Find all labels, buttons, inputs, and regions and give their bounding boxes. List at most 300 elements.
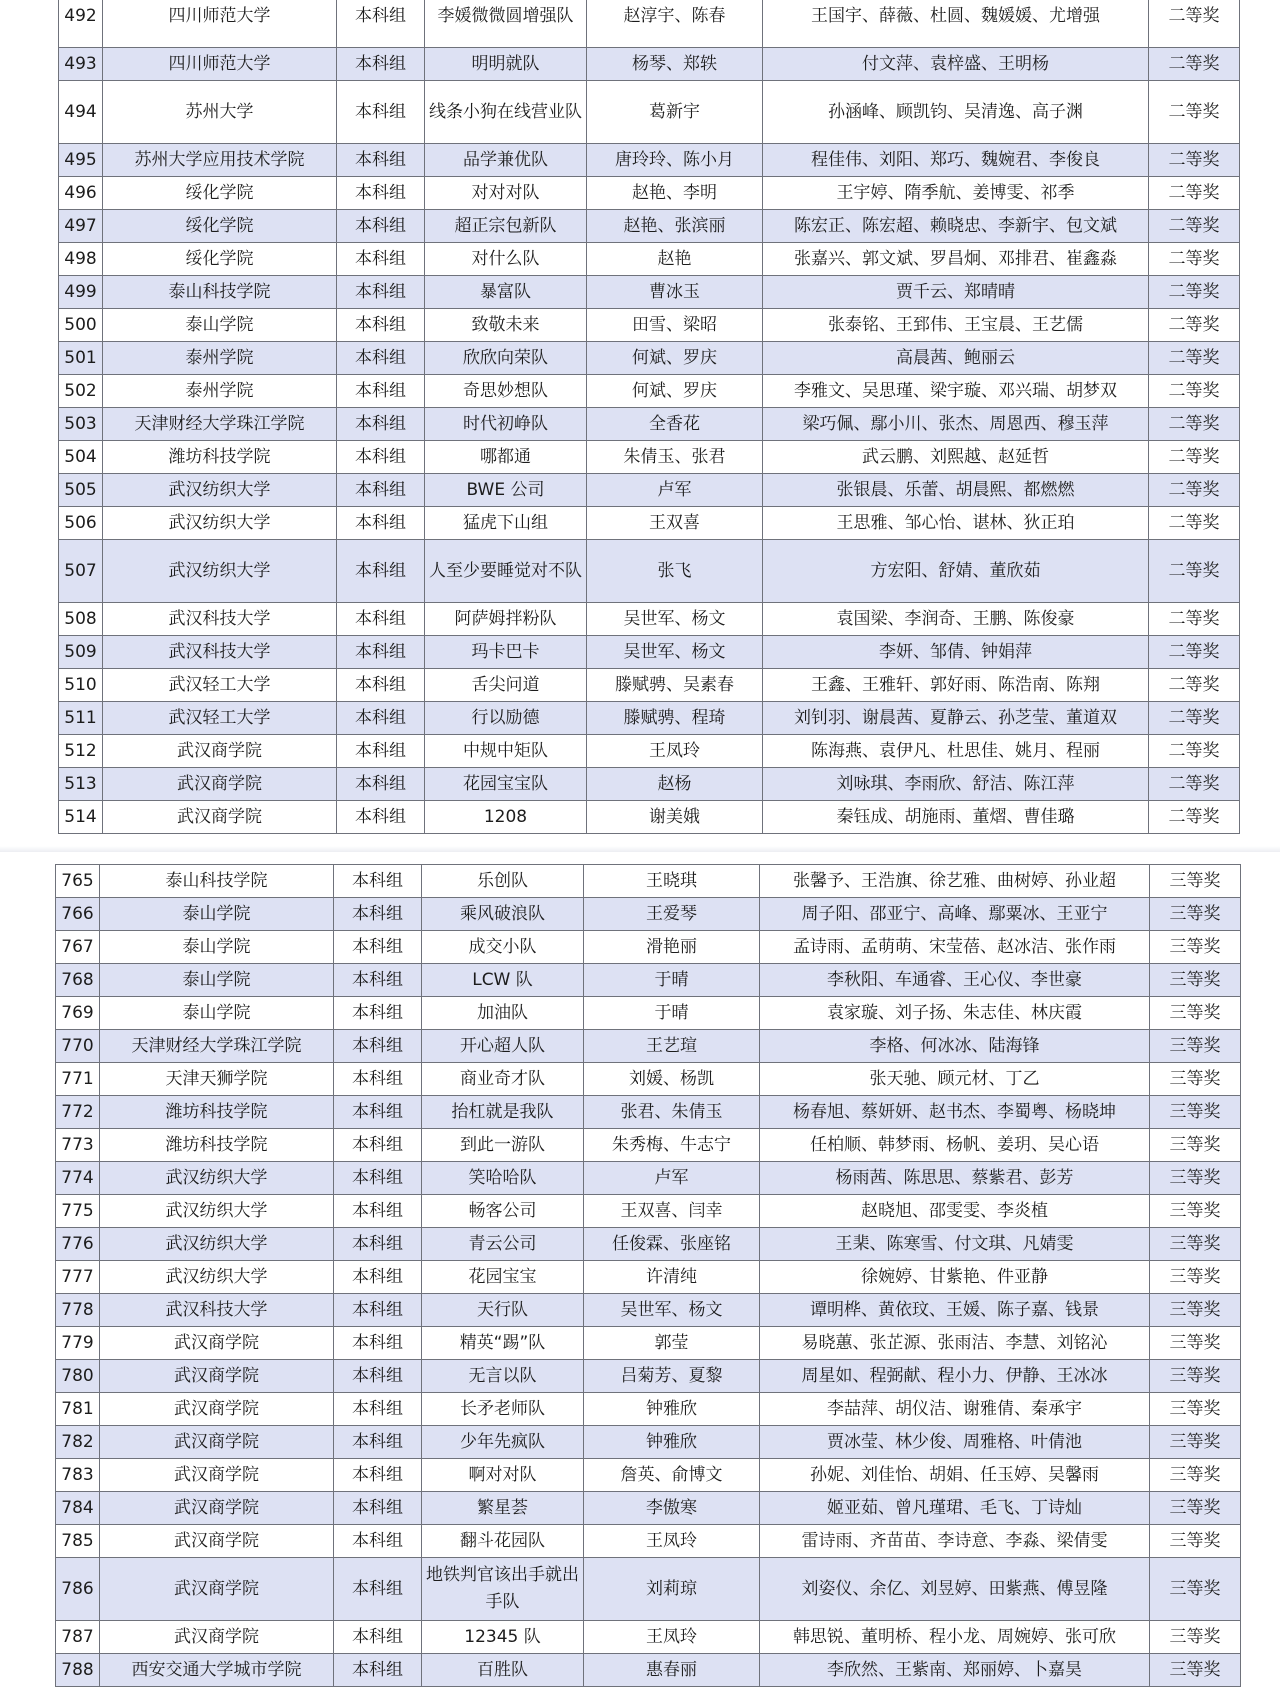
table-row (56, 1360, 1241, 1393)
group-name-cell: 本科组 (334, 931, 422, 964)
team-name-cell: 长矛老师队 (422, 1393, 584, 1426)
advisor-names-cell: 张君、朱倩玉 (584, 1096, 760, 1129)
row-number-cell: 511 (59, 702, 103, 735)
row-number-cell: 773 (56, 1129, 100, 1162)
team-name-cell: 翻斗花园队 (422, 1525, 584, 1558)
advisor-names-cell: 钟雅欣 (584, 1426, 760, 1459)
row-number-cell: 492 (59, 0, 103, 48)
table-row (59, 243, 1240, 276)
advisor-names-cell: 杨琴、郑轶 (587, 48, 763, 81)
row-number-cell: 788 (56, 1654, 100, 1687)
school-name-cell: 绥化学院 (103, 177, 337, 210)
team-name-cell: 线条小狗在线营业队 (425, 81, 587, 144)
team-name-cell: 对对对队 (425, 177, 587, 210)
member-names-cell: 付文萍、袁梓盛、王明杨 (763, 48, 1149, 81)
advisor-names-cell: 刘莉琼 (584, 1558, 760, 1621)
table-row (56, 997, 1241, 1030)
award-level-cell: 二等奖 (1149, 177, 1240, 210)
school-name-cell: 泰州学院 (103, 342, 337, 375)
table-row (59, 276, 1240, 309)
group-name-cell: 本科组 (337, 48, 425, 81)
row-number-cell: 781 (56, 1393, 100, 1426)
table-row (56, 931, 1241, 964)
row-number-cell: 785 (56, 1525, 100, 1558)
row-number-cell: 780 (56, 1360, 100, 1393)
table-row (59, 735, 1240, 768)
group-name-cell: 本科组 (334, 1228, 422, 1261)
row-number-cell: 765 (56, 865, 100, 898)
team-name-cell: 商业奇才队 (422, 1063, 584, 1096)
member-names-cell: 王国宇、薛薇、杜圆、魏媛媛、尤增强 (763, 0, 1149, 48)
member-names-cell: 李雅文、吴思瑾、梁宇璇、邓兴瑞、胡梦双 (763, 375, 1149, 408)
advisor-names-cell: 郭莹 (584, 1327, 760, 1360)
award-level-cell: 三等奖 (1150, 997, 1241, 1030)
advisor-names-cell: 王晓琪 (584, 865, 760, 898)
team-name-cell: 加油队 (422, 997, 584, 1030)
row-number-cell: 505 (59, 474, 103, 507)
table-row (59, 768, 1240, 801)
team-name-cell: 到此一游队 (422, 1129, 584, 1162)
team-name-cell: 抬杠就是我队 (422, 1096, 584, 1129)
award-level-cell: 三等奖 (1150, 964, 1241, 997)
school-name-cell: 泰山学院 (103, 309, 337, 342)
member-names-cell: 贾千云、郑晴晴 (763, 276, 1149, 309)
school-name-cell: 武汉纺织大学 (103, 540, 337, 603)
group-name-cell: 本科组 (334, 1129, 422, 1162)
advisor-names-cell: 王凤玲 (584, 1525, 760, 1558)
group-name-cell: 本科组 (337, 474, 425, 507)
table-row (59, 441, 1240, 474)
school-name-cell: 武汉商学院 (103, 768, 337, 801)
table-row (59, 309, 1240, 342)
row-number-cell: 507 (59, 540, 103, 603)
school-name-cell: 潍坊科技学院 (103, 441, 337, 474)
school-name-cell: 武汉商学院 (100, 1492, 334, 1525)
group-name-cell: 本科组 (334, 1063, 422, 1096)
group-name-cell: 本科组 (334, 1492, 422, 1525)
member-names-cell: 李欣然、王紫南、郑丽婷、卜嘉昊 (760, 1654, 1150, 1687)
team-name-cell: 李媛微微圆增强队 (425, 0, 587, 48)
row-number-cell: 770 (56, 1030, 100, 1063)
table-row (56, 1492, 1241, 1525)
table-row (56, 964, 1241, 997)
school-name-cell: 武汉商学院 (100, 1621, 334, 1654)
table-row (59, 342, 1240, 375)
team-name-cell: 明明就队 (425, 48, 587, 81)
row-number-cell: 503 (59, 408, 103, 441)
row-number-cell: 508 (59, 603, 103, 636)
award-level-cell: 二等奖 (1149, 540, 1240, 603)
award-level-cell: 三等奖 (1150, 1096, 1241, 1129)
row-number-cell: 500 (59, 309, 103, 342)
team-name-cell: 超正宗包新队 (425, 210, 587, 243)
advisor-names-cell: 许清纯 (584, 1261, 760, 1294)
member-names-cell: 秦钰成、胡施雨、董熠、曹佳璐 (763, 801, 1149, 834)
award-table-second-prize (58, 0, 1240, 834)
advisor-names-cell: 滕赋骋、程琦 (587, 702, 763, 735)
group-name-cell: 本科组 (337, 669, 425, 702)
group-name-cell: 本科组 (337, 375, 425, 408)
table-row (59, 603, 1240, 636)
row-number-cell: 783 (56, 1459, 100, 1492)
team-name-cell: 舌尖问道 (425, 669, 587, 702)
row-number-cell: 493 (59, 48, 103, 81)
table-row (59, 210, 1240, 243)
group-name-cell: 本科组 (334, 1621, 422, 1654)
group-name-cell: 本科组 (337, 210, 425, 243)
table-row (59, 144, 1240, 177)
advisor-names-cell: 何斌、罗庆 (587, 342, 763, 375)
table-row (56, 1228, 1241, 1261)
team-name-cell: 畅客公司 (422, 1195, 584, 1228)
group-name-cell: 本科组 (337, 801, 425, 834)
group-name-cell: 本科组 (334, 1327, 422, 1360)
row-number-cell: 779 (56, 1327, 100, 1360)
advisor-names-cell: 王凤玲 (587, 735, 763, 768)
school-name-cell: 四川师范大学 (103, 48, 337, 81)
school-name-cell: 泰州学院 (103, 375, 337, 408)
advisor-names-cell: 唐玲玲、陈小月 (587, 144, 763, 177)
table-row (59, 507, 1240, 540)
member-names-cell: 王思雅、邹心怡、谌林、狄正珀 (763, 507, 1149, 540)
member-names-cell: 张嘉兴、郭文斌、罗昌炯、邓排君、崔鑫淼 (763, 243, 1149, 276)
table-row (56, 1426, 1241, 1459)
team-name-cell: 1208 (425, 801, 587, 834)
award-level-cell: 二等奖 (1149, 507, 1240, 540)
member-names-cell: 张馨予、王浩旗、徐艺雅、曲树婷、孙业超 (760, 865, 1150, 898)
advisor-names-cell: 赵杨 (587, 768, 763, 801)
member-names-cell: 孙妮、刘佳怡、胡娟、任玉婷、吴馨雨 (760, 1459, 1150, 1492)
award-level-cell: 三等奖 (1150, 865, 1241, 898)
award-level-cell: 二等奖 (1149, 636, 1240, 669)
row-number-cell: 787 (56, 1621, 100, 1654)
row-number-cell: 514 (59, 801, 103, 834)
award-level-cell: 三等奖 (1150, 1459, 1241, 1492)
advisor-names-cell: 全香花 (587, 408, 763, 441)
school-name-cell: 武汉商学院 (100, 1393, 334, 1426)
group-name-cell: 本科组 (334, 1558, 422, 1621)
team-name-cell: 哪都通 (425, 441, 587, 474)
table-row (56, 1393, 1241, 1426)
team-name-cell: 啊对对队 (422, 1459, 584, 1492)
award-level-cell: 三等奖 (1150, 898, 1241, 931)
group-name-cell: 本科组 (337, 768, 425, 801)
group-name-cell: 本科组 (334, 1195, 422, 1228)
award-level-cell: 二等奖 (1149, 81, 1240, 144)
group-name-cell: 本科组 (334, 1294, 422, 1327)
award-level-cell: 二等奖 (1149, 441, 1240, 474)
team-name-cell: 青云公司 (422, 1228, 584, 1261)
team-name-cell: 花园宝宝队 (425, 768, 587, 801)
school-name-cell: 武汉纺织大学 (100, 1162, 334, 1195)
row-number-cell: 498 (59, 243, 103, 276)
award-level-cell: 二等奖 (1149, 276, 1240, 309)
row-number-cell: 501 (59, 342, 103, 375)
member-names-cell: 任柏顺、韩梦雨、杨帆、姜玥、吴心语 (760, 1129, 1150, 1162)
team-name-cell: 中规中矩队 (425, 735, 587, 768)
table-row (59, 177, 1240, 210)
school-name-cell: 武汉商学院 (103, 735, 337, 768)
award-level-cell: 三等奖 (1150, 1360, 1241, 1393)
advisor-names-cell: 赵艳、张滨丽 (587, 210, 763, 243)
member-names-cell: 孙涵峰、顾凯钧、吴清逸、高子渊 (763, 81, 1149, 144)
award-level-cell: 二等奖 (1149, 375, 1240, 408)
member-names-cell: 刘钊羽、谢晨茜、夏静云、孙芝莹、董道双 (763, 702, 1149, 735)
member-names-cell: 周子阳、邵亚宁、高峰、鄢粟冰、王亚宁 (760, 898, 1150, 931)
school-name-cell: 武汉轻工大学 (103, 669, 337, 702)
member-names-cell: 韩思锐、董明桥、程小龙、周婉婷、张可欣 (760, 1621, 1150, 1654)
award-level-cell: 三等奖 (1150, 931, 1241, 964)
team-name-cell: 天行队 (422, 1294, 584, 1327)
school-name-cell: 武汉商学院 (100, 1426, 334, 1459)
advisor-names-cell: 吴世军、杨文 (587, 603, 763, 636)
school-name-cell: 天津财经大学珠江学院 (103, 408, 337, 441)
team-name-cell: 无言以队 (422, 1360, 584, 1393)
award-level-cell: 三等奖 (1150, 1426, 1241, 1459)
team-name-cell: 阿萨姆拌粉队 (425, 603, 587, 636)
advisor-names-cell: 王双喜、闫幸 (584, 1195, 760, 1228)
member-names-cell: 刘姿仪、余亿、刘昱婷、田紫燕、傅昱隆 (760, 1558, 1150, 1621)
award-level-cell: 二等奖 (1149, 243, 1240, 276)
school-name-cell: 泰山学院 (100, 997, 334, 1030)
award-level-cell: 三等奖 (1150, 1063, 1241, 1096)
advisor-names-cell: 朱秀梅、牛志宁 (584, 1129, 760, 1162)
group-name-cell: 本科组 (334, 1162, 422, 1195)
advisor-names-cell: 卢军 (584, 1162, 760, 1195)
team-name-cell: 笑哈哈队 (422, 1162, 584, 1195)
advisor-names-cell: 于晴 (584, 964, 760, 997)
member-names-cell: 李妍、邹倩、钟娟萍 (763, 636, 1149, 669)
school-name-cell: 苏州大学应用技术学院 (103, 144, 337, 177)
school-name-cell: 潍坊科技学院 (100, 1096, 334, 1129)
team-name-cell: 开心超人队 (422, 1030, 584, 1063)
award-level-cell: 二等奖 (1149, 474, 1240, 507)
member-names-cell: 杨春旭、蔡妍妍、赵书杰、李蜀粤、杨晓坤 (760, 1096, 1150, 1129)
table-row (59, 408, 1240, 441)
advisor-names-cell: 詹英、俞博文 (584, 1459, 760, 1492)
group-name-cell: 本科组 (337, 144, 425, 177)
group-name-cell: 本科组 (337, 735, 425, 768)
member-names-cell: 周星如、程弼献、程小力、伊静、王冰冰 (760, 1360, 1150, 1393)
table-row (59, 81, 1240, 144)
member-names-cell: 张天驰、顾元材、丁乙 (760, 1063, 1150, 1096)
advisor-names-cell: 卢军 (587, 474, 763, 507)
table-row (56, 1195, 1241, 1228)
group-name-cell: 本科组 (334, 898, 422, 931)
school-name-cell: 天津财经大学珠江学院 (100, 1030, 334, 1063)
advisor-names-cell: 王艺瑄 (584, 1030, 760, 1063)
row-number-cell: 771 (56, 1063, 100, 1096)
table-row (56, 1327, 1241, 1360)
school-name-cell: 武汉科技大学 (103, 636, 337, 669)
row-number-cell: 495 (59, 144, 103, 177)
team-name-cell: 欣欣向荣队 (425, 342, 587, 375)
row-number-cell: 504 (59, 441, 103, 474)
award-level-cell: 二等奖 (1149, 702, 1240, 735)
award-level-cell: 三等奖 (1150, 1558, 1241, 1621)
school-name-cell: 武汉商学院 (100, 1558, 334, 1621)
member-names-cell: 张泰铭、王郅伟、王宝晨、王艺儒 (763, 309, 1149, 342)
row-number-cell: 769 (56, 997, 100, 1030)
team-name-cell: 人至少要睡觉对不队 (425, 540, 587, 603)
school-name-cell: 武汉纺织大学 (103, 474, 337, 507)
group-name-cell: 本科组 (337, 0, 425, 48)
member-names-cell: 徐婉婷、甘紫艳、件亚静 (760, 1261, 1150, 1294)
member-names-cell: 张银晨、乐蕾、胡晨熙、都燃燃 (763, 474, 1149, 507)
team-name-cell: 猛虎下山组 (425, 507, 587, 540)
member-names-cell: 谭明桦、黄依玟、王媛、陈子嘉、钱景 (760, 1294, 1150, 1327)
group-name-cell: 本科组 (337, 309, 425, 342)
member-names-cell: 刘咏琪、李雨欣、舒洁、陈江萍 (763, 768, 1149, 801)
award-level-cell: 二等奖 (1149, 309, 1240, 342)
school-name-cell: 武汉商学院 (100, 1459, 334, 1492)
school-name-cell: 西安交通大学城市学院 (100, 1654, 334, 1687)
member-names-cell: 袁国梁、李润奇、王鹏、陈俊豪 (763, 603, 1149, 636)
school-name-cell: 泰山学院 (100, 964, 334, 997)
school-name-cell: 绥化学院 (103, 243, 337, 276)
award-level-cell: 二等奖 (1149, 408, 1240, 441)
advisor-names-cell: 滕赋骋、吴素春 (587, 669, 763, 702)
advisor-names-cell: 葛新宇 (587, 81, 763, 144)
group-name-cell: 本科组 (334, 1393, 422, 1426)
award-level-cell: 三等奖 (1150, 1525, 1241, 1558)
member-names-cell: 易晓蕙、张芷源、张雨洁、李慧、刘铭沁 (760, 1327, 1150, 1360)
team-name-cell: 繁星荟 (422, 1492, 584, 1525)
member-names-cell: 孟诗雨、孟萌萌、宋莹蓓、赵冰洁、张作雨 (760, 931, 1150, 964)
row-number-cell: 513 (59, 768, 103, 801)
group-name-cell: 本科组 (337, 81, 425, 144)
award-level-cell: 二等奖 (1149, 768, 1240, 801)
table-row (56, 865, 1241, 898)
team-name-cell: 时代初峥队 (425, 408, 587, 441)
advisor-names-cell: 吕菊芳、夏黎 (584, 1360, 760, 1393)
school-name-cell: 泰山科技学院 (100, 865, 334, 898)
award-level-cell: 三等奖 (1150, 1492, 1241, 1525)
table-row (56, 1261, 1241, 1294)
row-number-cell: 782 (56, 1426, 100, 1459)
row-number-cell: 774 (56, 1162, 100, 1195)
group-name-cell: 本科组 (334, 997, 422, 1030)
row-number-cell: 776 (56, 1228, 100, 1261)
award-level-cell: 二等奖 (1149, 144, 1240, 177)
table-row (56, 1129, 1241, 1162)
member-names-cell: 姬亚茹、曾凡瑾珺、毛飞、丁诗灿 (760, 1492, 1150, 1525)
group-name-cell: 本科组 (337, 243, 425, 276)
row-number-cell: 510 (59, 669, 103, 702)
team-name-cell: 乐创队 (422, 865, 584, 898)
school-name-cell: 武汉科技大学 (103, 603, 337, 636)
team-name-cell: 暴富队 (425, 276, 587, 309)
group-name-cell: 本科组 (337, 177, 425, 210)
member-names-cell: 武云鹏、刘熙越、赵延哲 (763, 441, 1149, 474)
award-level-cell: 二等奖 (1149, 0, 1240, 48)
school-name-cell: 武汉轻工大学 (103, 702, 337, 735)
group-name-cell: 本科组 (334, 1096, 422, 1129)
advisor-names-cell: 谢美娥 (587, 801, 763, 834)
member-names-cell: 李喆萍、胡仪洁、谢雅倩、秦承宇 (760, 1393, 1150, 1426)
member-names-cell: 李格、何冰冰、陆海锋 (760, 1030, 1150, 1063)
table-row (56, 1459, 1241, 1492)
member-names-cell: 陈宏正、陈宏超、赖晓忠、李新宇、包文斌 (763, 210, 1149, 243)
advisor-names-cell: 吴世军、杨文 (587, 636, 763, 669)
table-row (59, 801, 1240, 834)
advisor-names-cell: 任俊霖、张座铭 (584, 1228, 760, 1261)
team-name-cell: 精英“踢”队 (422, 1327, 584, 1360)
member-names-cell: 程佳伟、刘阳、郑巧、魏婉君、李俊良 (763, 144, 1149, 177)
table-row (56, 1030, 1241, 1063)
advisor-names-cell: 何斌、罗庆 (587, 375, 763, 408)
school-name-cell: 潍坊科技学院 (100, 1129, 334, 1162)
award-level-cell: 二等奖 (1149, 603, 1240, 636)
award-level-cell: 二等奖 (1149, 48, 1240, 81)
school-name-cell: 武汉商学院 (100, 1327, 334, 1360)
award-level-cell: 三等奖 (1150, 1393, 1241, 1426)
advisor-names-cell: 钟雅欣 (584, 1393, 760, 1426)
group-name-cell: 本科组 (334, 1426, 422, 1459)
team-name-cell: 玛卡巴卡 (425, 636, 587, 669)
school-name-cell: 武汉科技大学 (100, 1294, 334, 1327)
member-names-cell: 贾冰莹、林少俊、周雅格、叶倩池 (760, 1426, 1150, 1459)
award-level-cell: 三等奖 (1150, 1195, 1241, 1228)
group-name-cell: 本科组 (337, 276, 425, 309)
member-names-cell: 王宇婷、隋季航、姜博雯、祁季 (763, 177, 1149, 210)
row-number-cell: 512 (59, 735, 103, 768)
table-row (56, 1294, 1241, 1327)
award-table-third-prize (55, 864, 1241, 1687)
row-number-cell: 786 (56, 1558, 100, 1621)
advisor-names-cell: 赵淳宇、陈春 (587, 0, 763, 48)
table-row (56, 1063, 1241, 1096)
row-number-cell: 784 (56, 1492, 100, 1525)
member-names-cell: 袁家璇、刘子扬、朱志佳、林庆霞 (760, 997, 1150, 1030)
team-name-cell: LCW 队 (422, 964, 584, 997)
group-name-cell: 本科组 (334, 1360, 422, 1393)
member-names-cell: 陈海燕、袁伊凡、杜思佳、姚月、程丽 (763, 735, 1149, 768)
award-level-cell: 二等奖 (1149, 669, 1240, 702)
advisor-names-cell: 赵艳 (587, 243, 763, 276)
member-names-cell: 方宏阳、舒婧、董欣茹 (763, 540, 1149, 603)
school-name-cell: 四川师范大学 (103, 0, 337, 48)
team-name-cell: 百胜队 (422, 1654, 584, 1687)
award-level-cell: 三等奖 (1150, 1162, 1241, 1195)
table-row (59, 375, 1240, 408)
group-name-cell: 本科组 (337, 507, 425, 540)
award-level-cell: 三等奖 (1150, 1030, 1241, 1063)
school-name-cell: 武汉商学院 (100, 1360, 334, 1393)
school-name-cell: 天津天狮学院 (100, 1063, 334, 1096)
advisor-names-cell: 赵艳、李明 (587, 177, 763, 210)
award-level-cell: 二等奖 (1149, 735, 1240, 768)
group-name-cell: 本科组 (337, 636, 425, 669)
advisor-names-cell: 刘媛、杨凯 (584, 1063, 760, 1096)
school-name-cell: 苏州大学 (103, 81, 337, 144)
row-number-cell: 767 (56, 931, 100, 964)
member-names-cell: 杨雨茜、陈思思、蔡紫君、彭芳 (760, 1162, 1150, 1195)
group-name-cell: 本科组 (334, 964, 422, 997)
row-number-cell: 506 (59, 507, 103, 540)
team-name-cell: 12345 队 (422, 1621, 584, 1654)
upper-screenshot-panel (0, 0, 1280, 852)
member-names-cell: 王鑫、王雅轩、郭好雨、陈浩南、陈翔 (763, 669, 1149, 702)
advisor-names-cell: 吴世军、杨文 (584, 1294, 760, 1327)
member-names-cell: 王棐、陈寒雪、付文琪、凡婧雯 (760, 1228, 1150, 1261)
team-name-cell: BWE 公司 (425, 474, 587, 507)
group-name-cell: 本科组 (337, 441, 425, 474)
school-name-cell: 武汉纺织大学 (100, 1261, 334, 1294)
member-names-cell: 赵晓旭、邵雯雯、李炎植 (760, 1195, 1150, 1228)
school-name-cell: 泰山科技学院 (103, 276, 337, 309)
row-number-cell: 497 (59, 210, 103, 243)
